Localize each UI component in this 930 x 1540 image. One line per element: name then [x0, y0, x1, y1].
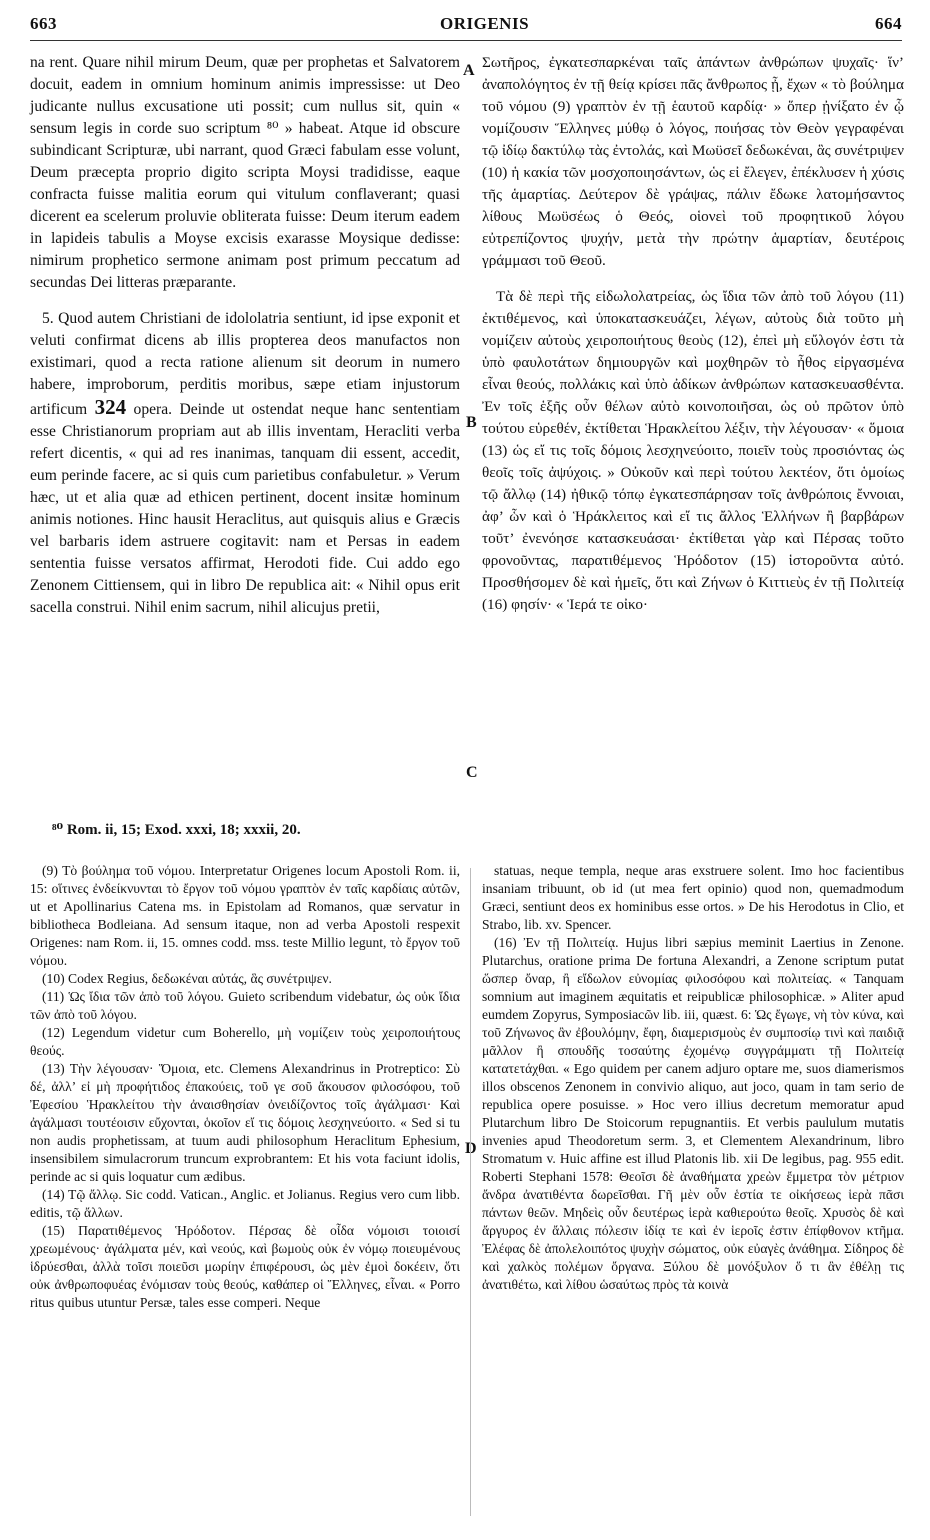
running-title: ORIGENIS [440, 14, 530, 33]
notes-left-column [30, 862, 460, 1312]
latin-paragraph-2-b: opera. Deinde ut ostendat neque hanc sententiam esse Christianorum propriam aut ab illis inventam, Heracliti verba refert dicentis, « qui ad res inanimas, tanquam dii essent, accedit, eum perinde facere, ac si quis cum parietibus confabuletur. » Verum hæc, ut et alia quæ ad ethicen pertinent, docent insitæ hominum animis notiones. Hinc hausit Heraclitus, aut quisquis alius e Græcis vel barbaris idem astruere cogitavit: nam et Persas in eadem sententia fuisse versatos affirmat, Herodoti fide. Cui addo ego Zenonem Cittiensem, qui in libro De republica ait: « Nihil opus erit sacella construi. Nihil enim sacrum, nihil alicujus pretii, [30, 401, 460, 616]
margin-letter-a: A [463, 62, 475, 79]
page-number-left: 663 [30, 14, 57, 33]
note-14: (14) Τῷ ἄλλῳ. Sic codd. Vatican., Anglic. et Jolianus. Regius vero cum libb. editis, τῷ ἄλλων. [30, 1187, 460, 1220]
scripture-footnote: ⁸⁰ Rom. ii, 15; Exod. xxxi, 18; xxxii, 20. [52, 822, 301, 838]
notes-right-column [482, 862, 904, 1294]
note-15-continued: statuas, neque templa, neque aras exstruere solent. Imo hoc facientibus insaniam tribuunt, ob id (ut mea fert opinio) quod non, quemadmodum Græci, sentiunt deos ex hominibus esse ortos. » De his Herodotus in Clio, et Strabo, lib. xv. Spencer. [482, 863, 904, 932]
latin-paragraph-2 [30, 308, 460, 619]
greek-text-column [482, 52, 904, 630]
greek-paragraph-1: Σωτῆρος, ἐγκατεσπαρκέναι ταῖς ἁπάντων ἀνθρώπων ψυχαῖς· ἵν’ ἀναπολόγητος ἐν τῇ θείᾳ κρίσει πᾶς ἄνθρωπος ᾖ, ἔχων « τὸ βούλημα τοῦ νόμου (9) γραπτὸν ἐν τῇ ἑαυτοῦ καρδίᾳ· » ὅπερ ᾐνίξατο ἐν ᾧ νομίζουσιν Ἕλληνες μύθῳ ὁ λόγος, ποιήσας τὸν Θεὸν γεγραφέναι τῷ ἰδίῳ δακτύλῳ τὰς ἐντολάς, καὶ Μωϋσεῖ δεδωκέναι, ἃς συνέτριψεν (10) ἡ κακία τῶν μοσχοποιησάντων, ὡς εἰ ἔλεγεν, ἐπέκλυσεν ἡ χύσις τῆς ἁμαρτίας. Δεύτερον δὲ γράψας, πάλιν ἔδωκε λατομήσαντος λίθους Μωϋσέως ὁ Θεός, οἱονεὶ τοῦ προφητικοῦ λόγου εὐτρεπίζοντος ψυχήν, μετὰ τὴν πρώτην ἁμαρτίαν, δευτέροις γράμμασι τοῦ Θεοῦ. [482, 54, 904, 269]
latin-text-column [30, 52, 460, 633]
latin-paragraph-2-a: 5. Quod autem Christiani de idololatria sentiunt, id ipse exponit et veluti confirmat dicens ab illis propterea deos manufactos non existimari, quod a recta ratione alienum sit deorum in numero habere, improborum, perditis moribus, sæpe etiam injustorum artificum [30, 310, 460, 418]
old-page-number: 324 [94, 395, 127, 419]
margin-letter-d: D [465, 1140, 477, 1157]
note-9: (9) Τὸ βούλημα τοῦ νόμου. Interpretatur Origenes locum Apostoli Rom. ii, 15: οἵτινες ἐνδείκνυνται τὸ ἔργον τοῦ νόμου γραπτὸν ἐν ταῖς καρδίαις αὐτῶν, ut et Apollinarius Catena ms. in Epistolam ad Romanos, quæ servatur in bibliotheca Bodleiana. Ad sensum itaque, non ad verba Apostoli respexit Origenes: nam Rom. ii, 15. omnes codd. mss. teste Millio legunt, τὸ ἔργον τοῦ νόμου. [30, 863, 460, 968]
note-13: (13) Τὴν λέγουσαν· Ὅμοια, etc. Clemens Alexandrinus in Protreptico: Σὺ δέ, ἀλλ’ εἰ μὴ προφήτιδος ἐπακούεις, τοῦ γε σοῦ ἄκουσον φιλοσόφου, τοῦ Ἐφεσίου Ἡρακλείτου τὴν ἀναισθησίαν ὀνειδίζοντος τοῖς ἀγάλμασι· Καὶ ἀγάλμασι τουτέοισιν εὔχονται, ὁκοῖον εἴ τις δόμοις λεσχηνεύοιτο. « Sed si tu non audis prophetissam, at tuum audi philosophum Heraclitum Ephesium, insensibilem simulacrorum truncum exprobrantem: Et his vota faciunt idolis, perinde ac si quis loquatur cum ædibus. [30, 1061, 460, 1184]
greek-paragraph-2: Τὰ δὲ περὶ τῆς εἰδωλολατρείας, ὡς ἴδια τῶν ἀπὸ τοῦ λόγου (11) ἐκτιθέμενος, καὶ ὑποκατασκευάζει, λέγων, αὐτοὺς διὰ τοῦτο μὴ νομίζειν αὐτοὺς χειροποιήτους θεοὺς (12), ἐπεὶ μὴ εὔλογόν ἐστι τὰ ὑπὸ φαυλοτάτων δημιουργῶν καὶ μοχθηρῶν τὸ ἦθος εἰργασμένα εἶναι θεούς, πολλάκις καὶ ὑπὸ ἀδίκων ἀνθρώπων κατασκευασθέντα. Ἐν τοῖς ἑξῆς οὖν θέλων αὐτὸ κοινοποιῆσαι, ὡς οὐ πρῶτον ὑπὸ τούτου εὑρεθέν, ἐκτίθεται Ἡρακλείτου λέξιν, τὴν λέγουσαν· « ὅμοια (13) ὡς εἴ τις τοῖς δόμοις λεσχηνεύοιτο, ποιεῖν τοὺς προσιόντας ὡς θεοῖς τοῖς ἀψύχοις. » Οὐκοῦν καὶ περὶ τούτου λεκτέον, ὅτι ὁμοίως τῷ ἄλλῳ (14) ἠθικῷ τόπῳ ἐγκατεσπάρησαν τοῖς ἀνθρώποις ἔννοιαι, ἀφ’ ὧν καὶ ὁ Ἡράκλειτος καὶ εἴ τις ἄλλος Ἑλλήνων ἢ βαρβάρων τοῦτ’ ἐνενόησε κατασκευάσαι· ἐκτίθεται γὰρ καὶ Πέρσας τοῦτο φρονοῦντας, παρατιθέμενος Ἡρόδοτον (15) ἱστοροῦντα αὐτό. Προσθήσομεν δὲ καὶ ἡμεῖς, ὅτι καὶ Ζήνων ὁ Κιττιεὺς ἐν τῇ Πολιτείᾳ (16) φησίν· « Ἱερά τε οἰκο· [482, 288, 904, 613]
page-number-right: 664 [875, 14, 902, 33]
header-rule [30, 40, 902, 41]
note-16: (16) Ἐν τῇ Πολιτείᾳ. Hujus libri sæpius meminit Laertius in Zenone. Plutarchus, oratione prima De fortuna Alexandri, a Zenone scriptum putat ὥσπερ ὄναρ, ἢ εἴδωλον εὐνομίας φιλοσόφου καὶ πολιτείας. « Tanquam somnium aut imaginem æquitatis et reipublicæ philosophicæ. » Aliter apud eumdem Zopyrus, Symposiacῶν lib. iii, quæst. 6: Ὡς ἔγωγε, νὴ τὸν κύνα, καὶ τοῦ Ζήνωνος ἂν ἐβουλόμην, ἔφη, διαμερισμοὺς ἐν συμποσίῳ τινὶ καὶ παιδιᾷ μᾶλλον ἢ σπουδῆς τοσαύτης ἐχομένῳ συγγράμματι τῇ Πολιτείᾳ κατατετάχθαι. « Ego quidem per canem adjuro optare me, suos diamerismos illos obscenos Zenonem in convivio aliquo, aut joco, quam in tam serio de republica opere posuisse. » Hoc vero illius decretum memoratur apud Plutarchum libro De Stoicorum repugnantiis. Et verbis paululum mutatis invenies apud Theodoretum serm. 3, et Clementem Alexandrinum, libro Stromatum v. Huic affine est illud Platonis lib. xii De legibus, pag. 955 edit. Roberti Stephani 1578: Θεοῖσι δὲ ἀναθήματα χρεὼν ἔμμετρα τὸν μέτριον ἄνδρα ἀνατιθέντα δωρεῖσθαι. Γῆ μὲν οὖν ἑστία τε οἰκήσεως ἱερὰ πᾶσι πάντων θεῶν. Μηδεὶς οὖν δευτέρως ἱερὰ καθιερούτω θεοῖς. Χρυσὸς δὲ καὶ ἄργυρος ἐν ἄλλαις πόλεσιν ἰδίᾳ τε καὶ ἐν ἱεροῖς ἐστιν ἐπίφθονον κτῆμα. Ἐλέφας δὲ ἀπολελοιπότος ψυχὴν σώματος, οὐκ εὐαγὲς ἀνάθημα. Σίδηρος δὲ καὶ χαλκὸς πολέμων ὄργανα. Ξύλου δὲ μονόξυλον ὅ τι ἂν ἐθέλῃ τις ἀνατιθέτω, καὶ λίθου ὡσαύτως πρὸς τὰ κοινὰ [482, 935, 904, 1292]
column-divider [470, 868, 471, 1516]
note-10: (10) Codex Regius, δεδωκέναι αὐτάς, ἃς συνέτριψεν. [42, 971, 332, 986]
note-11: (11) Ὡς ἴδια τῶν ἀπὸ τοῦ λόγου. Guieto scribendum videbatur, ὡς οὐκ ἴδια τῶν ἀπὸ τοῦ λόγου. [30, 989, 460, 1022]
note-12: (12) Legendum videtur cum Boherello, μὴ νομίζειν τοὺς χειροποιήτους θεούς. [30, 1025, 460, 1058]
margin-letter-c: C [466, 764, 478, 781]
latin-paragraph-1: na rent. Quare nihil mirum Deum, quæ per prophetas et Salvatorem docuit, eadem in omnium hominum animis impressisse: ut Deo judicante nullus excusatione uti possit; cum nullus sit, quin « sensum legis in corde suo scriptum ⁸⁰ » habeat. Atque id obscure subindicant Scripturæ, ubi narrant, quod Græci fabulam esse volunt, Deum præcepta proprio digito scripta Moysi tradidisse, eaque confracta fuisse malitia eorum qui vitulum conflaverant; quasi dicerent ea scelerum proluvie obliterata fuisse: Deum iterum eadem in lapideis tabulis a Moyse excisis exarasse Moysique dedisse: nimirum prophetico sermone animam post primum peccatum ad secundas Dei litteras præparante. [30, 54, 460, 291]
note-15: (15) Παρατιθέμενος Ἡρόδοτον. Πέρσας δὲ οἶδα νόμοισι τοιοισί χρεωμένους· ἀγάλματα μέν, καὶ νεούς, καὶ βωμοὺς οὐκ ἐν νόμῳ ποιευμένους ἱδρύεσθαι, ἀλλὰ τοῖσι ποιεῦσι μωρίην ἐπιφέρουσι, ὡς μὲν ἐμοὶ δοκέειν, ὅτι οὐκ ἀνθρωποφυέας ἐνόμισαν τοὺς θεούς, καθάπερ οἱ Ἕλληνες, εἶναι. « Porro ritus quibus utuntur Persæ, tales esse comperi. Neque [30, 1223, 460, 1310]
margin-letter-b: B [466, 414, 477, 431]
